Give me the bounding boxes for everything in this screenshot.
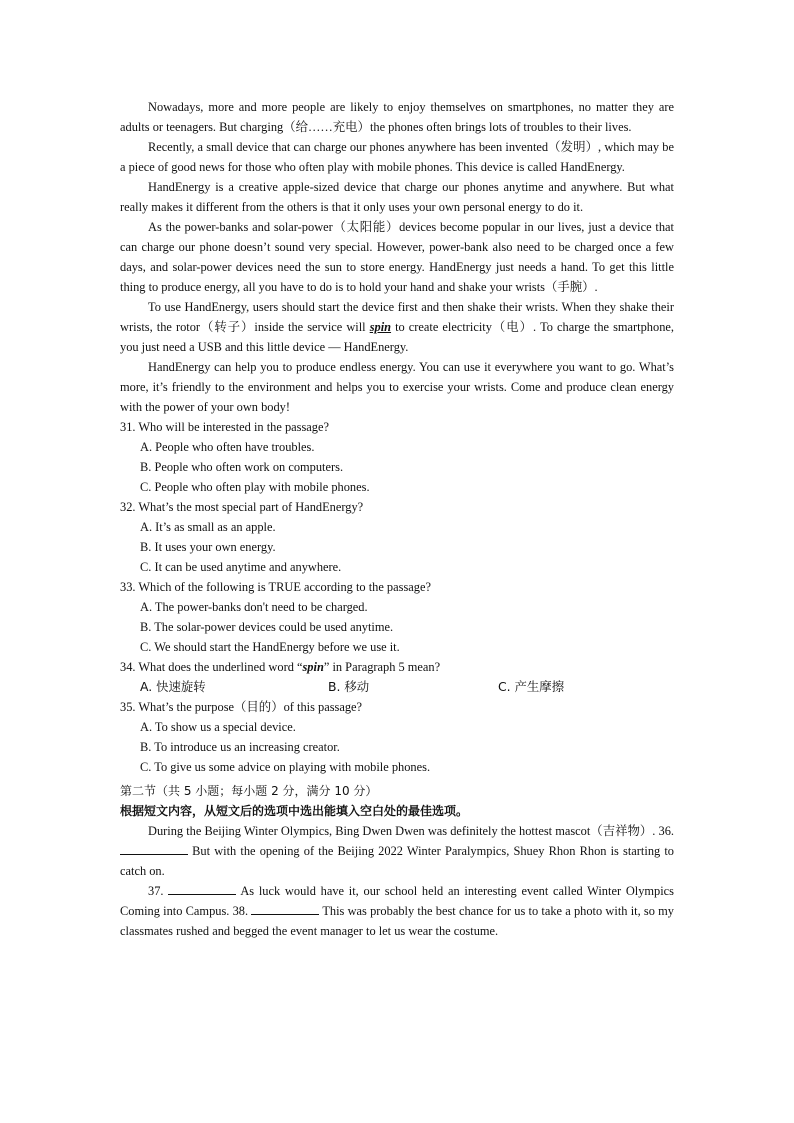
option-b[interactable]: B. The solar-power devices could be used anytime. [140,620,394,634]
option-b[interactable]: B. It uses your own energy. [140,540,276,554]
stem-text-start: 34. What does the underlined word “ [120,660,303,674]
section-heading: 第二节（共 5 小题；每小题 2 分，满分 10 分） [120,784,378,798]
passage-paragraph-3: HandEnergy is a creative apple-sized device that charge our phones anytime and anywhere. But what really makes it different from the others is that it only uses your own personal energy to do it. [120,180,674,214]
question-34 [120,657,674,697]
question-stem: 31. Who will be interested in the passage? [120,420,329,434]
question-35 [120,697,674,777]
passage-paragraph-2: Recently, a small device that can charge our phones anywhere has been invented（发明）, which may be a piece of good news for those who often play with mobile phones. This device is called HandEnergy. [120,140,674,174]
option-c[interactable]: C. We should start the HandEnergy before we use it. [140,640,400,654]
passage-paragraph-1: Nowadays, more and more people are likely to enjoy themselves on smartphones, no matter they are adults or teenagers. But charging（给……充电）the phones often brings lots of troubles to their lives. [120,100,674,134]
option-c[interactable]: C. People who often play with mobile phones. [140,480,370,494]
underlined-word-spin: spin [369,320,392,334]
passage-paragraph-5 [120,297,674,357]
paragraph-5-text-end: to create electricity（电）. To charge the smartphone, you just need a USB and this little device — HandEnergy. [120,320,674,354]
cloze-text: During the Beijing Winter Olympics, Bing Dwen Dwen was definitely the hottest mascot（吉祥物）. 36. [148,824,674,838]
paragraph-5-text-start: To use HandEnergy, users should start the device first and then shake their wrists. When they shake their wrists, the rotor（转子）inside the service will [120,300,674,334]
option-b[interactable]: B. 移动 [328,679,370,694]
exam-page [120,97,674,941]
cloze-text: But with the opening of the Beijing 2022 Winter Paralympics, Shuey Rhon Rhon is starting to catch on. [120,844,674,878]
question-stem [120,657,674,677]
option-a[interactable]: A. It’s as small as an apple. [140,520,276,534]
section-instruction: 根据短文内容，从短文后的选项中选出能填入空白处的最佳选项。 [120,804,469,818]
blank-37[interactable] [168,881,236,895]
passage-paragraph-4: As the power-banks and solar-power（太阳能）devices become popular in our lives, just a device that can charge our phone doesn’t sound very special. However, power-bank also need to be charged once a few days, and solar-power devices need the sun to store energy. HandEnergy just needs a hand. To get this little thing to produce energy, all you have to do is to hold your hand and shake your wrists（手腕）. [120,220,674,294]
question-33 [120,577,674,657]
option-b[interactable]: B. To introduce us an increasing creator. [140,740,340,754]
cloze-paragraph-2 [120,881,674,941]
options-row [140,677,674,697]
option-a[interactable]: A. 快速旋转 [140,679,206,694]
question-stem: 35. What’s the purpose（目的）of this passage? [120,700,363,714]
option-c[interactable]: C. To give us some advice on playing with mobile phones. [140,760,431,774]
question-stem: 33. Which of the following is TRUE according to the passage? [120,580,431,594]
stem-word-spin: spin [302,660,324,674]
cloze-text: This was probably the best chance for us to take a photo with it, so my classmates rushed and begged the event manager to let us wear the costume. [120,904,674,938]
question-stem: 32. What’s the most special part of HandEnergy? [120,500,364,514]
question-32 [120,497,674,577]
option-a[interactable]: A. To show us a special device. [140,720,296,734]
cloze-paragraph-1 [120,821,674,881]
blank-36[interactable] [120,841,188,855]
cloze-text: As luck would have it, our school held an interesting event called Winter Olympics Coming into Campus. 38. [120,884,675,918]
passage-paragraph-6: HandEnergy can help you to produce endless energy. You can use it everywhere you want to go. What’s more, it’s friendly to the environment and helps you to exercise your wrists. Come and produce clean energy with the power of your own body! [120,360,674,414]
option-b[interactable]: B. People who often work on computers. [140,460,344,474]
cloze-text: 37. [148,884,169,898]
section-2 [120,781,674,941]
question-31 [120,417,674,497]
option-a[interactable]: A. The power-banks don't need to be charged. [140,600,368,614]
option-c[interactable]: C. 产生摩擦 [498,679,565,694]
option-a[interactable]: A. People who often have troubles. [140,440,315,454]
stem-text-end: ” in Paragraph 5 mean? [323,660,441,674]
blank-38[interactable] [251,901,319,915]
option-c[interactable]: C. It can be used anytime and anywhere. [140,560,342,574]
